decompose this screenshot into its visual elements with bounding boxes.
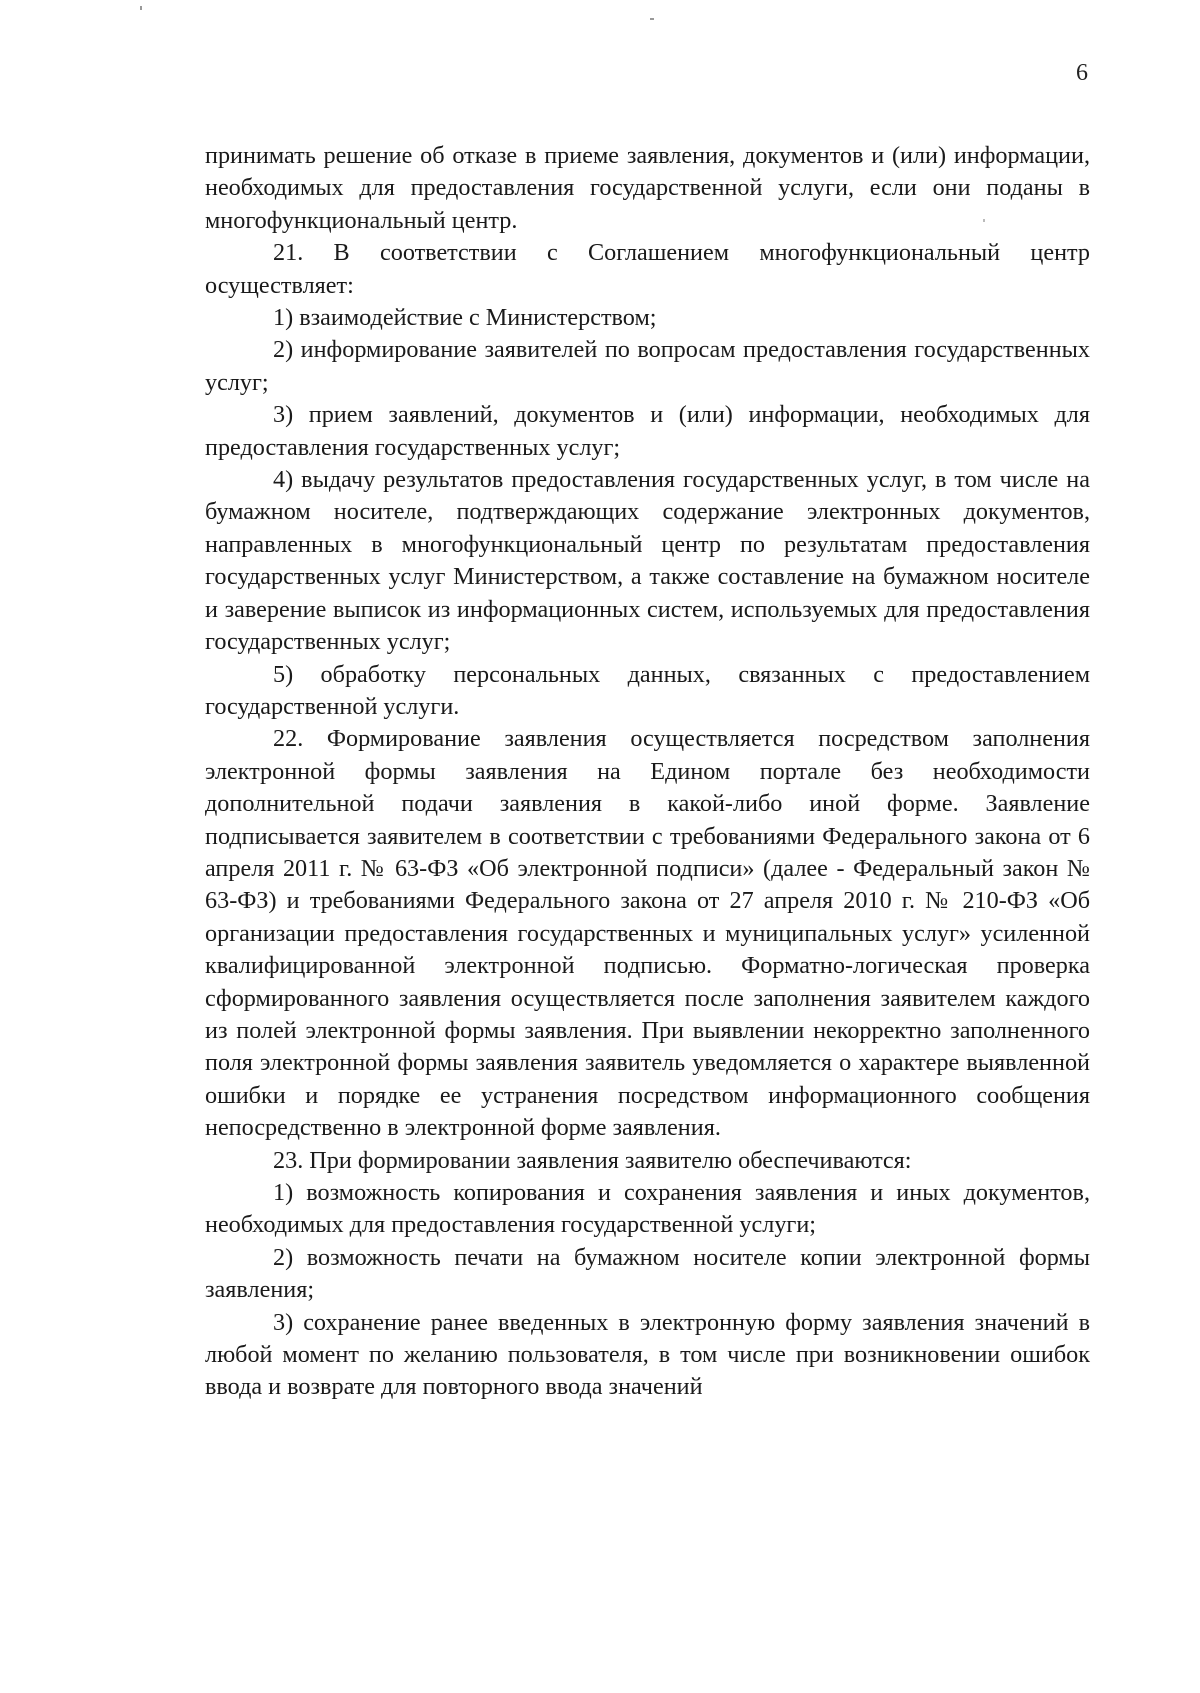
list-item-23-3: 3) сохранение ранее введенных в электронную форму заявления значений в любой момент по желанию пользователя, в том числе при возникновении ошибок ввода и возврате для повторного ввода значений: [205, 1308, 1090, 1401]
list-item-21-4: 4) выдачу результатов предоставления государственных услуг, в том числе на бумажном носителе, подтверждающих содержание электронных документов, направленных в многофункциональный центр по результатам предоставления государственных услуг Министерством, а также составление на бумажном носителе и заверение выписок из информационных систем, используемых для предоставления государственных услуг;: [205, 466, 1090, 656]
paragraph-clause-22: 22. Формирование заявления осуществляется посредством заполнения электронной формы заявления на Едином портале без необходимости дополнительной подачи заявления в какой-либо иной форме. Заявление подписывается заявителем в соответствии с требованиями Федерального закона от 6 апреля 2011 г. № 63-ФЗ «Об электронной подписи» (далее - Федеральный закон № 63-ФЗ) и требованиями Федерального закона от 27 апреля 2010 г. № 210-ФЗ «Об организации предоставления государственных и муниципальных услуг» усиленной квалифицированной электронной подписью. Форматно-логическая проверка сформированного заявления осуществляется после заполнения заявителем каждого из полей электронной формы заявления. При выявлении некорректно заполненного поля электронной формы заявления заявитель уведомляется о характере выявленной ошибки и порядке ее устранения посредством информационного сообщения непосредственно в электронной форме заявления.: [205, 725, 1090, 1142]
scan-artifact: [140, 6, 142, 10]
list-item-21-3: 3) прием заявлений, документов и (или) информации, необходимых для предоставления государственных услуг;: [205, 401, 1090, 461]
list-item-21-2: 2) информирование заявителей по вопросам предоставления государственных услуг;: [205, 336, 1090, 396]
list-item-23-2: 2) возможность печати на бумажном носителе копии электронной формы заявления;: [205, 1243, 1090, 1304]
page-number: 6: [1076, 60, 1088, 86]
scan-artifact: [650, 18, 654, 20]
paragraph-clause-23: 23. При формировании заявления заявителю обеспечиваются:: [273, 1146, 912, 1174]
list-item-21-1: 1) взаимодействие с Министерством;: [273, 304, 657, 332]
paragraph-continuation: принимать решение об отказе в приеме заявления, документов и (или) информации, необходимых для предоставления государственной услуги, если они поданы в многофункциональный центр.: [205, 142, 1090, 234]
document-body: [205, 140, 1090, 1404]
list-item-21-5: 5) обработку персональных данных, связанных с предоставлением государственной услуги.: [205, 660, 1090, 720]
list-item-23-1: 1) возможность копирования и сохранения заявления и иных документов, необходимых для предоставления государственной услуги;: [205, 1179, 1090, 1239]
paragraph-clause-21: 21. В соответствии с Соглашением многофункциональный центр осуществляет:: [205, 239, 1090, 299]
